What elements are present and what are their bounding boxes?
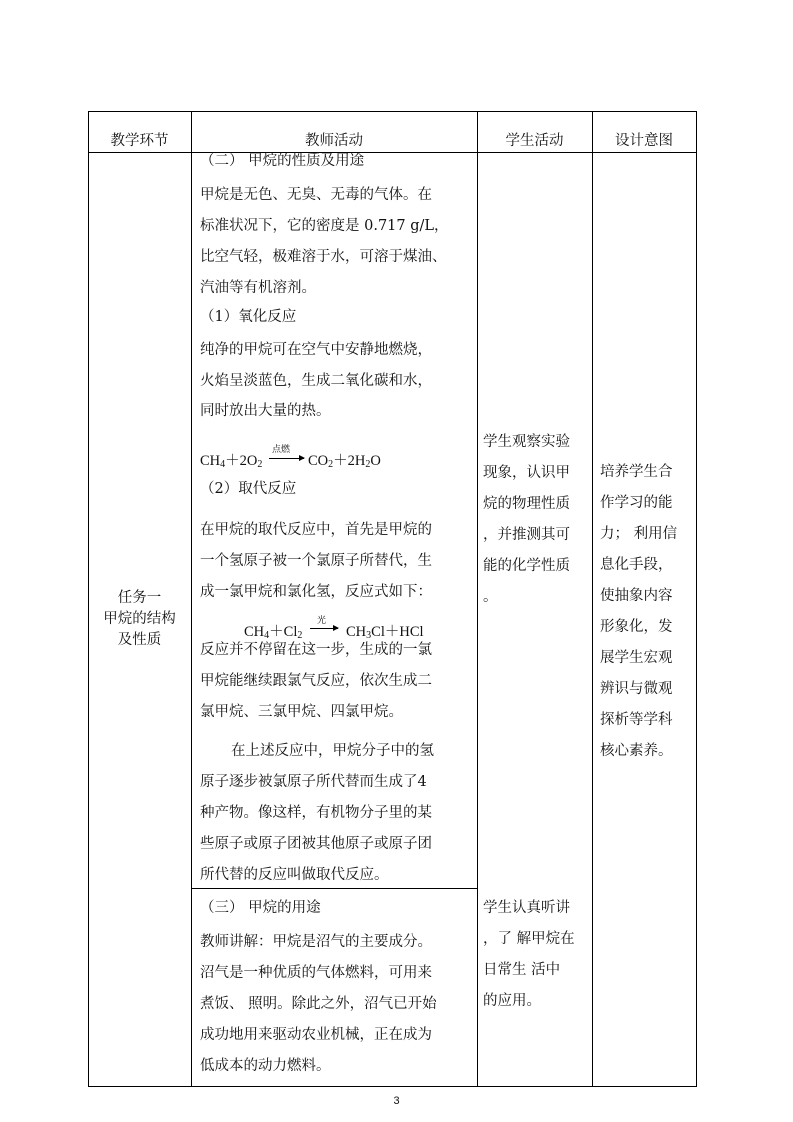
page-number: 3 [393,1095,400,1107]
reaction-arrow [269,458,304,459]
col-divider-2 [477,111,478,1087]
reaction-condition-light: 光 [317,616,327,626]
teacher-line: 甲烷能继续跟氯气反应，依次生成二 [200,673,432,689]
teacher-line: 火焰呈淡蓝色，生成二氧化碳和水， [200,373,432,389]
formula-subscript: 4 [220,459,226,470]
teacher-line: 教师讲解：甲烷是沼气的主要成分。 [200,934,432,950]
section-label [88,588,191,651]
formula-text: CH [346,624,367,640]
formula-subscript: 2 [297,630,303,641]
formula-subscript: 3 [366,630,372,641]
teacher-line: 在甲烷的取代反应中，首先是甲烷的 [200,522,432,538]
formula-subscript: 2 [328,459,334,470]
formula-text: CH [200,453,221,469]
design-line: 形象化，发 [600,619,673,635]
design-line: 作学习的能 [600,495,673,511]
teacher-line: 甲烷是无色、无臭、无毒的气体。在 [200,187,432,203]
teacher-line: 些原子或原子团被其他原子或原子团 [200,836,432,852]
student-line: 。 [483,589,498,605]
student-line: ，了 解甲烷在 [483,931,575,947]
teacher-line: 低成本的动力燃料。 [200,1058,331,1074]
student-line: 能的化学性质 [483,558,570,574]
row-divider [191,888,478,889]
formula-text: CH [244,624,265,640]
lesson-table [88,111,697,1087]
student-line: 的应用。 [483,993,541,1009]
header-student: 学生活动 [505,133,564,149]
reaction-condition-ignite: 点燃 [272,445,291,455]
student-line: 烷的物理性质 [483,496,570,512]
formula-subscript: 2 [365,459,371,470]
teacher-line: 比空气轻，极难溶于水，可溶于煤油、 [200,249,447,265]
design-line: 辨识与微观 [600,681,673,697]
substitution-formula-left [244,620,302,641]
student-line: 学生观察实验 [483,434,570,450]
formula-text: CO [308,453,329,469]
section-label-line: 任务一 [117,590,162,606]
design-line: 力； 利用信 [600,526,678,542]
teacher-line: 在上述反应中，甲烷分子中的氢 [231,743,434,759]
teacher-line: 所代替的反应叫做取代反应。 [200,867,389,883]
teacher-line: 反应并不停留在这一步，生成的一氯 [200,642,432,658]
combustion-formula-right [308,449,381,470]
formula-subscript: 4 [264,630,270,641]
design-line: 探析等学科 [600,712,673,728]
formula-text: O [370,453,381,469]
teacher-block2-title: （三） 甲烷的用途 [200,900,321,916]
header-teacher: 教师活动 [305,133,363,149]
substitution-formula-right [346,620,424,641]
teacher-line: 纯净的甲烷可在空气中安静地燃烧， [200,342,432,358]
student-line: 日常生 活中 [483,962,561,978]
student-line: 学生认真听讲 [483,900,570,916]
teacher-block1-title: （二） 甲烷的性质及用途 [200,153,365,169]
header-divider [88,152,697,153]
header-design: 设计意图 [615,133,673,149]
design-line: 展学生宏观 [600,650,673,666]
teacher-line: 种产物。像这样，有机物分子里的某 [200,805,432,821]
design-line: 培养学生合 [600,464,673,480]
teacher-subtitle-substitution: （2）取代反应 [200,481,297,497]
teacher-line: 成功地用来驱动农业机械，正在成为 [200,1027,432,1043]
formula-subscript: 2 [257,459,263,470]
section-label-line: 及性质 [117,632,162,648]
teacher-line: 同时放出大量的热。 [200,403,331,419]
teacher-line: 标准状况下，它的密度是 0.717 g/L， [200,218,449,234]
reaction-arrow [310,628,338,629]
col-divider-3 [592,111,593,1087]
table-border-right [696,111,697,1087]
formula-text: ＋2O [225,453,258,469]
table-border-top [88,111,697,112]
student-line: ，并推测其可 [483,527,570,543]
table-border-bottom [88,1086,697,1087]
teacher-line: 一个氢原子被一个氯原子所替代，生 [200,553,432,569]
col-divider-1 [191,111,192,1087]
design-line: 息化手段， [600,557,673,573]
teacher-line: 氯甲烷、三氯甲烷、四氯甲烷。 [200,704,403,720]
formula-text: ＋Cl [269,624,298,640]
student-line: 现象，认识甲 [483,465,570,481]
combustion-formula-left [200,449,262,470]
formula-text: ＋2H [333,453,366,469]
teacher-line: 煮饭、 照明。除此之外，沼气已开始 [200,996,437,1012]
teacher-subtitle-oxidation: （1）氧化反应 [200,309,297,325]
teacher-line: 汽油等有机溶剂。 [200,280,316,296]
teacher-line: 原子逐步被氯原子所代替而生成了4 [200,774,427,790]
teacher-line: 沼气是一种优质的气体燃料，可用来 [200,965,432,981]
design-line: 使抽象内容 [600,588,673,604]
formula-text: Cl＋HCl [371,624,424,640]
header-stage: 教学环节 [110,133,169,149]
teacher-line: 成一氯甲烷和氯化氢，反应式如下： [200,584,432,600]
section-label-line: 甲烷的结构 [103,611,176,627]
design-line: 核心素养。 [600,743,673,759]
